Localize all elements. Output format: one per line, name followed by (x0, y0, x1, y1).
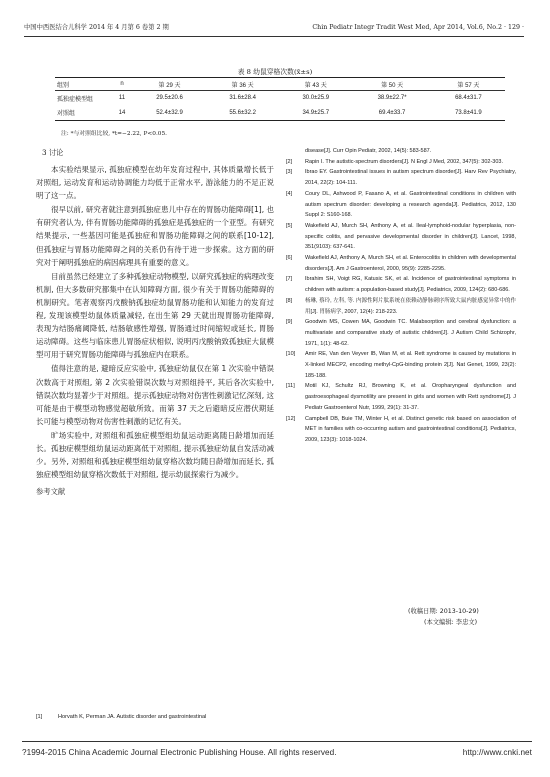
journal-header-cn: 中国中西医结合儿科学 2014 年 4 月第 6 卷第 2 期 (24, 24, 169, 31)
reference-text: Horvath K, Perman JA. Autistic disorder and gastrointestinal (58, 714, 207, 720)
body-paragraph: 目前虽然已经建立了多种孤独症动物模型, 以研究孤独症的病理改变机制, 但大多数研究都集中在认知障碍方面, 很少有关于胃肠功能障碍的机制研究。笔者观察丙戊酸钠孤独症幼鼠胃肠功能和认知能力的发育过程, 发现该模型幼鼠体质量减轻, 在出生第 29 天就出现胃肠功能障碍, 表现为结肠痛阈降低, 结肠敏感性增强, 胃肠通过时间缩短或延长, 胃肠运动障碍。这些与临床患儿胃肠症状相似, 说明丙戊酸钠致孤独症大鼠模型可用于研究胃肠功能障碍与孤独症内在联系。 (36, 271, 274, 360)
reference-text: 杨琳, 蔡玲, 左科, 等. 内源性阿片肽系统在依赖动静脉刺序所致大鼠内脏感觉异常中的作用[J]. 胃肠病学, 2007, 12(4): 218-223. (305, 297, 516, 315)
table-cell: 14 (111, 106, 133, 121)
table-cell: 对照组 (55, 106, 111, 121)
reference-text: Wakefield AJ, Anthony A, Murch SH, et al. Enterocolitis in children with developmental disorders[J]. Am J Gastroenterol, 2000, 95(9): 2285-2295. (305, 255, 516, 272)
reference-text: Motil KJ, Schultz RJ, Browning K, et al. Oropharyngeal dysfunction and gastroesophageal dysmotility are present in girls and women with Rett syndrome[J]. J Pediatr Gastroenterol Nutr, 1999, 29(1): 31-37. (305, 383, 516, 411)
table-header-cell: 第 29 天 (133, 78, 206, 91)
table-cell: 69.4±33.7 (352, 106, 432, 121)
table-header-cell: 第 57 天 (432, 78, 505, 91)
section-heading: 3 讨论 (42, 148, 64, 157)
header-rule (24, 36, 524, 37)
received-date: (收稿日期: 2013-10-29) (408, 608, 479, 615)
body-paragraph: 很早以前, 研究者就注意到孤独症患儿中存在的胃肠功能障碍[1], 也有研究者认为, 伴有胃肠功能障碍的孤独症是孤独症的一个亚型。有研究结果提示, 一些基因可能是孤独症和胃肠功能障碍之间的联系[10-12], 但孤独症与胃肠功能障碍之间的关系仍有待于进一步探索。这方面的研究对于阐明孤独症的病因病理具有重要的意义。 (36, 205, 274, 267)
body-paragraph: 旷场实验中, 对照组和孤独症模型组幼鼠运动距离随日龄增加而延长。孤独症模型组幼鼠运动距离低于对照组, 提示孤独症幼鼠自发活动减少。另外, 对照组和孤独症模型组幼鼠穿格次数均随日龄增加而延长, 孤独症模型组幼鼠穿格次数低于对照组, 提示幼鼠探索行为减少。 (36, 430, 274, 480)
reference-number: [12] (286, 415, 296, 422)
reference-item (286, 296, 516, 317)
table-cell: 38.9±22.7* (377, 95, 407, 102)
table-row (55, 106, 505, 121)
table-header-row (55, 78, 505, 91)
reference-text: Rapin I. The autistic-spectrum disorders[J]. N Engl J Med, 2002, 347(5): 302-303. (305, 158, 503, 165)
reference-number: [3] (286, 169, 293, 176)
reference-item (286, 157, 516, 168)
reference-item (286, 349, 516, 381)
table-cell: 68.4±31.7 (455, 95, 482, 102)
body-paragraph: 本实验结果显示, 孤独症模型在幼年发育过程中, 其体质量增长低于对照组, 运动发育和运动协调能力均低于正常水平, 游泳能力的不足正说明了这一点。 (36, 165, 274, 201)
table-cell: 孤独症模型组 (57, 96, 94, 103)
right-column (286, 146, 516, 446)
reference-number: [10] (286, 351, 296, 358)
reference-text: Amir RE, Van den Veyver IB, Wan M, et al. Rett syndrome is caused by mutations in X-linked MECP2, encoding methyl-CpG-binding protein 2[J]. Nat Genet, 1999, 23(2): 185-188. (305, 351, 516, 379)
table-header-cell: 第 50 天 (352, 78, 432, 91)
editor-credit: (本文编辑: 李忠文) (424, 619, 478, 626)
reference-item (36, 712, 274, 723)
table-row (55, 91, 505, 106)
left-column (36, 146, 274, 515)
reference-item (286, 221, 516, 253)
reference-text: Ibrao EY. Gastrointestinal issues in autism spectrum disorder[J]. Harv Rev Psychiatry, 2014, 22(2): 104-111. (305, 169, 516, 187)
received-info (408, 606, 518, 628)
table-cell: 29.5±20.6 (156, 95, 183, 102)
table-header-cell: 第 36 天 (206, 78, 279, 91)
copyright-text: ?1994-2015 China Academic Journal Electronic Publishing House. All rights reserved. (22, 748, 337, 757)
table-cell: 31.6±28.4 (229, 95, 256, 102)
table-cell: 11 (118, 95, 126, 102)
reference-text: Ibrahim SH, Voigt RG, Katusic SK, et al. Incidence of gastrointestinal symptoms in children with autism: a population-based study[J]. Pediatrics, 2009, 124(2): 680-686. (305, 276, 516, 294)
reference-item (286, 381, 516, 413)
reference-item (286, 317, 516, 349)
references-heading: 参考文献 (36, 487, 66, 497)
reference-text: Coury DL, Ashwood P, Fasano A, et al. Gastrointestinal conditions in children with autism spectrum disorder: developing a research agenda[J]. Pediatrics, 2012, 130 Suppl 2: S160-168. (305, 190, 516, 219)
table-cell: 55.6±32.2 (206, 106, 279, 121)
reference-item (286, 414, 516, 446)
table-cell: 30.0±25.9 (302, 95, 330, 102)
reference-number: [9] (286, 319, 293, 326)
table-cell: 73.8±41.9 (432, 106, 505, 121)
reference-item (286, 167, 516, 188)
reference-item (286, 274, 516, 295)
table-header-cell: n (111, 78, 133, 91)
journal-header-en: Chin Pediatr Integr Tradit West Med, Apr 2014, Vol.6, No.2 · 129 · (312, 24, 524, 31)
table-header-cell: 组别 (55, 78, 111, 91)
footer-url: http://www.cnki.net (462, 748, 532, 757)
reference-text: Wakefield AJ, Murch SH, Anthony A, et al. Ileal-lymphoid-nodular hyperplasia, non-specific colitis, and pervasive developmental disorder in children[J]. Lancet, 1998, 351(9103): 637-641. (305, 222, 516, 251)
copyright-footer (22, 748, 532, 757)
table-cell: 52.4±32.9 (133, 106, 206, 121)
reference-continuation: disease[J]. Curr Opin Pediatr, 2002, 14(5): 583-587. (305, 148, 432, 154)
reference-number: [8] (286, 297, 293, 304)
reference-item (286, 189, 516, 221)
reference-text: Campbell DB, Buie TM, Winter H, et al. Distinct genetic risk based on association of MET in families with co-occurring autism and gastrointestinal conditions[J]. Pediatrics, 2009, 123(3): 1018-1024. (305, 415, 516, 443)
crossing-count-table (55, 77, 505, 121)
reference-number: [7] (286, 276, 293, 283)
reference-number: [2] (286, 158, 293, 165)
reference-number: [6] (286, 255, 293, 262)
reference-number: [4] (286, 190, 293, 197)
table-cell: 34.9±25.7 (279, 106, 352, 121)
reference-item (286, 253, 516, 274)
reference-number: [5] (286, 222, 293, 229)
reference-number: [11] (286, 383, 295, 390)
reference-number: [1] (36, 714, 43, 720)
table-footnote: 注: *与对照组比较, *t=−2.22, P<0.05. (61, 131, 167, 137)
body-paragraph: 值得注意的是, 避暗反应实验中, 孤独症幼鼠仅在第 1 次实验中错误次数高于对照组, 第 2 次实验错误次数与对照组持平, 其后各次实验中, 错误次数均显著少于对照组。提示孤独症动物对伤害性刺激记忆深刻, 这可能是由于模型动物感觉超敏所致。而第 37 天之后避暗反应潜伏期延长可能与模型动物对伤害性刺激的记忆有关。 (36, 364, 274, 426)
reference-text: Goodwin MS, Cowen MA, Goodwin TC. Malabsorption and cerebral dysfunction: a multivariate and comparative study of autistic children[J]. J Autism Child Schizophr, 1971, 1(1): 48-62. (305, 319, 516, 347)
footer-rule (22, 741, 532, 742)
table-header-cell: 第 43 天 (279, 78, 352, 91)
table-caption: 表 8 幼鼠穿格次数(x̄±s) (237, 68, 313, 76)
running-header (24, 21, 524, 35)
